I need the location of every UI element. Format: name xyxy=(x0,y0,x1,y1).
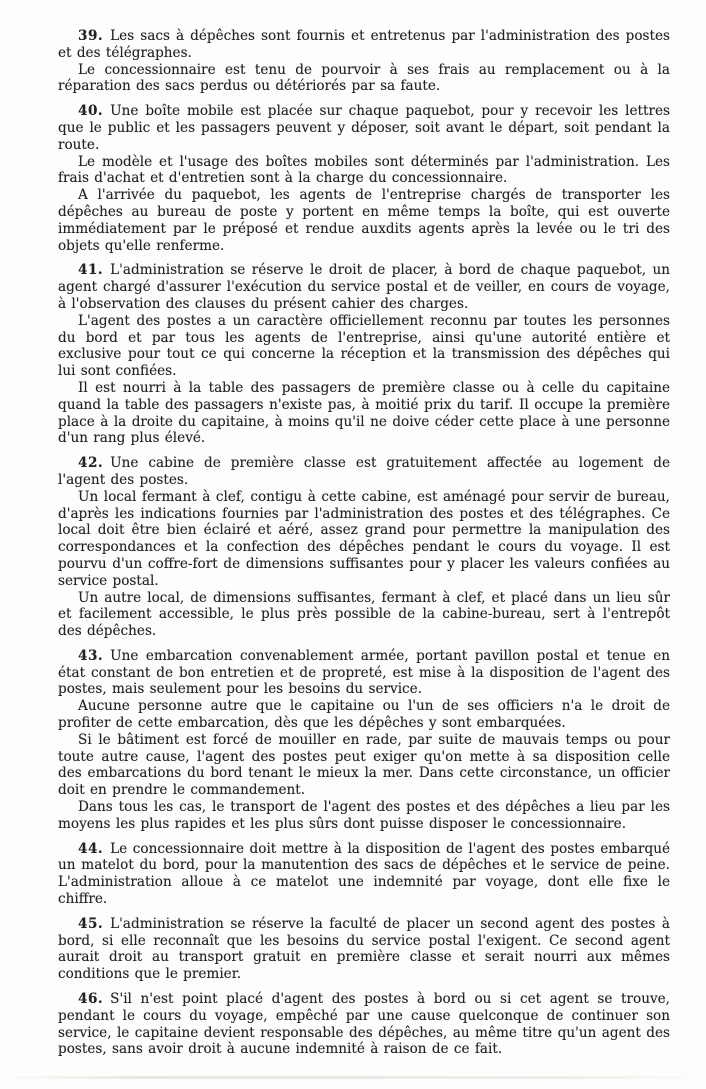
article-text: Une cabine de première classe est gratuitement affectée au logement de l'agent des postes. xyxy=(58,455,670,488)
article-number: 39. xyxy=(78,28,104,44)
article-text: Le concessionnaire doit mettre à la disposition de l'agent des postes embarqué un matelot du bord, pour la manutention des sacs de dépêches et le service de peine. L'administration alloue à ce matelot une indemnité par voyage, dont elle fixe le chiffre. xyxy=(58,840,670,908)
article-number: 41. xyxy=(78,262,104,279)
article-paragraph xyxy=(58,28,670,62)
article-paragraph: A l'arrivée du paquebot, les agents de l'entreprise chargés de transporter les dépêches au bureau de poste y portent en même temps la boîte, qui est ouverte immédiatement par le préposé et rendue auxdits agents après la levée ou le tri des objets qu'elle renferme. xyxy=(58,187,670,254)
article-paragraph xyxy=(58,916,670,983)
article-paragraph: L'agent des postes a un caractère officiellement reconnu par toutes les personnes du bord et par tous les agents de l'entreprise, ainsi qu'une autorité entière et exclusive pour tout ce qui concerne la réception et la transmission des dépêches qui lui sont confiées. xyxy=(58,312,670,380)
article-paragraph: Un local fermant à clef, contigu à cette cabine, est aménagé pour servir de bureau, d'après les indications fournies par l'administration des postes et des télégraphes. Ce local doit être bien éclairé et aéré, assez grand pour permettre la manipulation des correspondances et la confection des dépêches pendant le cours du voyage. Il est pourvu d'un coffre-fort de dimensions suffisantes pour y placer les valeurs confiées au service postal. xyxy=(58,488,670,589)
article-number: 43. xyxy=(78,647,104,664)
article-text: S'il n'est point placé d'agent des postes à bord ou si cet agent se trouve, pendant le cours du voyage, empêché par une cause quelconque de continuer son service, le capitaine devient responsable des dépêches, au même titre qu'un agent des postes, sans avoir droit à aucune indemnité à raison de ce fait. xyxy=(58,991,670,1058)
article-paragraph: Le modèle et l'usage des boîtes mobiles sont déterminés par l'administration. Les frais d'achat et d'entretien sont à la charge du concessionnaire. xyxy=(58,153,670,187)
article-number: 44. xyxy=(78,840,104,857)
article-paragraph: Si le bâtiment est forcé de mouiller en rade, par suite de mauvais temps ou pour toute autre cause, l'agent des postes peut exiger qu'on mette à sa disposition celle des embarcations du bord tenant le mieux la mer. Dans cette circonstance, un officier doit en prendre le commandement. xyxy=(58,731,670,799)
article-paragraph: Aucune personne autre que le capitaine ou l'un de ses officiers n'a le droit de profiter de cette embarcation, dès que les dépêches y sont embarquées. xyxy=(58,698,670,732)
article-43 xyxy=(58,648,670,833)
article-45 xyxy=(58,916,670,983)
scan-artifact-line xyxy=(0,1076,706,1079)
article-text: Une boîte mobile est placée sur chaque paquebot, pour y recevoir les lettres que le public et les passagers peuvent y déposer, soit avant le départ, soit pendant la route. xyxy=(58,103,670,153)
article-paragraph xyxy=(58,841,670,908)
article-text: Une embarcation convenablement armée, portant pavillon postal et tenue en état constant de bon entretien et de propreté, est mise à la disposition de l'agent des postes, mais seulement pour les besoins du service. xyxy=(58,647,670,698)
article-paragraph xyxy=(58,455,670,489)
article-number: 40. xyxy=(78,103,104,120)
article-40 xyxy=(58,103,670,254)
article-paragraph xyxy=(58,262,670,312)
article-42 xyxy=(58,455,670,640)
article-text: L'administration se réserve la faculté de placer un second agent des postes à bord, si elle reconnaît que les besoins du service postal l'exigent. Ce second agent aurait droit au transport gratuit en première classe et serait nourri aux mêmes conditions que le premier. xyxy=(58,915,670,983)
article-text: L'administration se réserve le droit de placer, à bord de chaque paquebot, un agent chargé d'assurer l'exécution du service postal et de veiller, en cours de voyage, à l'observation des clauses du présent cahier des charges. xyxy=(58,262,670,312)
article-paragraph: Dans tous les cas, le transport de l'agent des postes et des dépêches a lieu par les moyens les plus rapides et les plus sûrs dont puisse disposer le concessionnaire. xyxy=(58,799,670,832)
article-39 xyxy=(58,28,670,95)
article-text: Les sacs à dépêches sont fournis et entretenus par l'administration des postes et des télégraphes. xyxy=(58,28,670,61)
article-paragraph xyxy=(58,103,670,153)
article-paragraph xyxy=(58,991,670,1058)
article-paragraph: Un autre local, de dimensions suffisantes, fermant à clef, et placé dans un lieu sûr et facilement accessible, le plus près possible de la cabine-bureau, sert à l'entrepôt des dépêches. xyxy=(58,589,670,640)
article-paragraph: Il est nourri à la table des passagers de première classe ou à celle du capitaine quand la table des passagers n'existe pas, à moitié prix du tarif. Il occupe la première place à la droite du capitaine, à moins qu'il ne doive céder cette place à une personne d'un rang plus élevé. xyxy=(58,379,670,447)
article-paragraph xyxy=(58,648,670,698)
article-number: 46. xyxy=(78,991,104,1008)
article-46 xyxy=(58,991,670,1058)
article-number: 45. xyxy=(78,915,104,932)
article-44 xyxy=(58,841,670,908)
article-number: 42. xyxy=(78,455,104,472)
article-paragraph: Le concessionnaire est tenu de pourvoir à ses frais au remplacement ou à la réparation des sacs perdus ou détériorés par sa faute. xyxy=(58,61,670,95)
article-41 xyxy=(58,262,670,447)
